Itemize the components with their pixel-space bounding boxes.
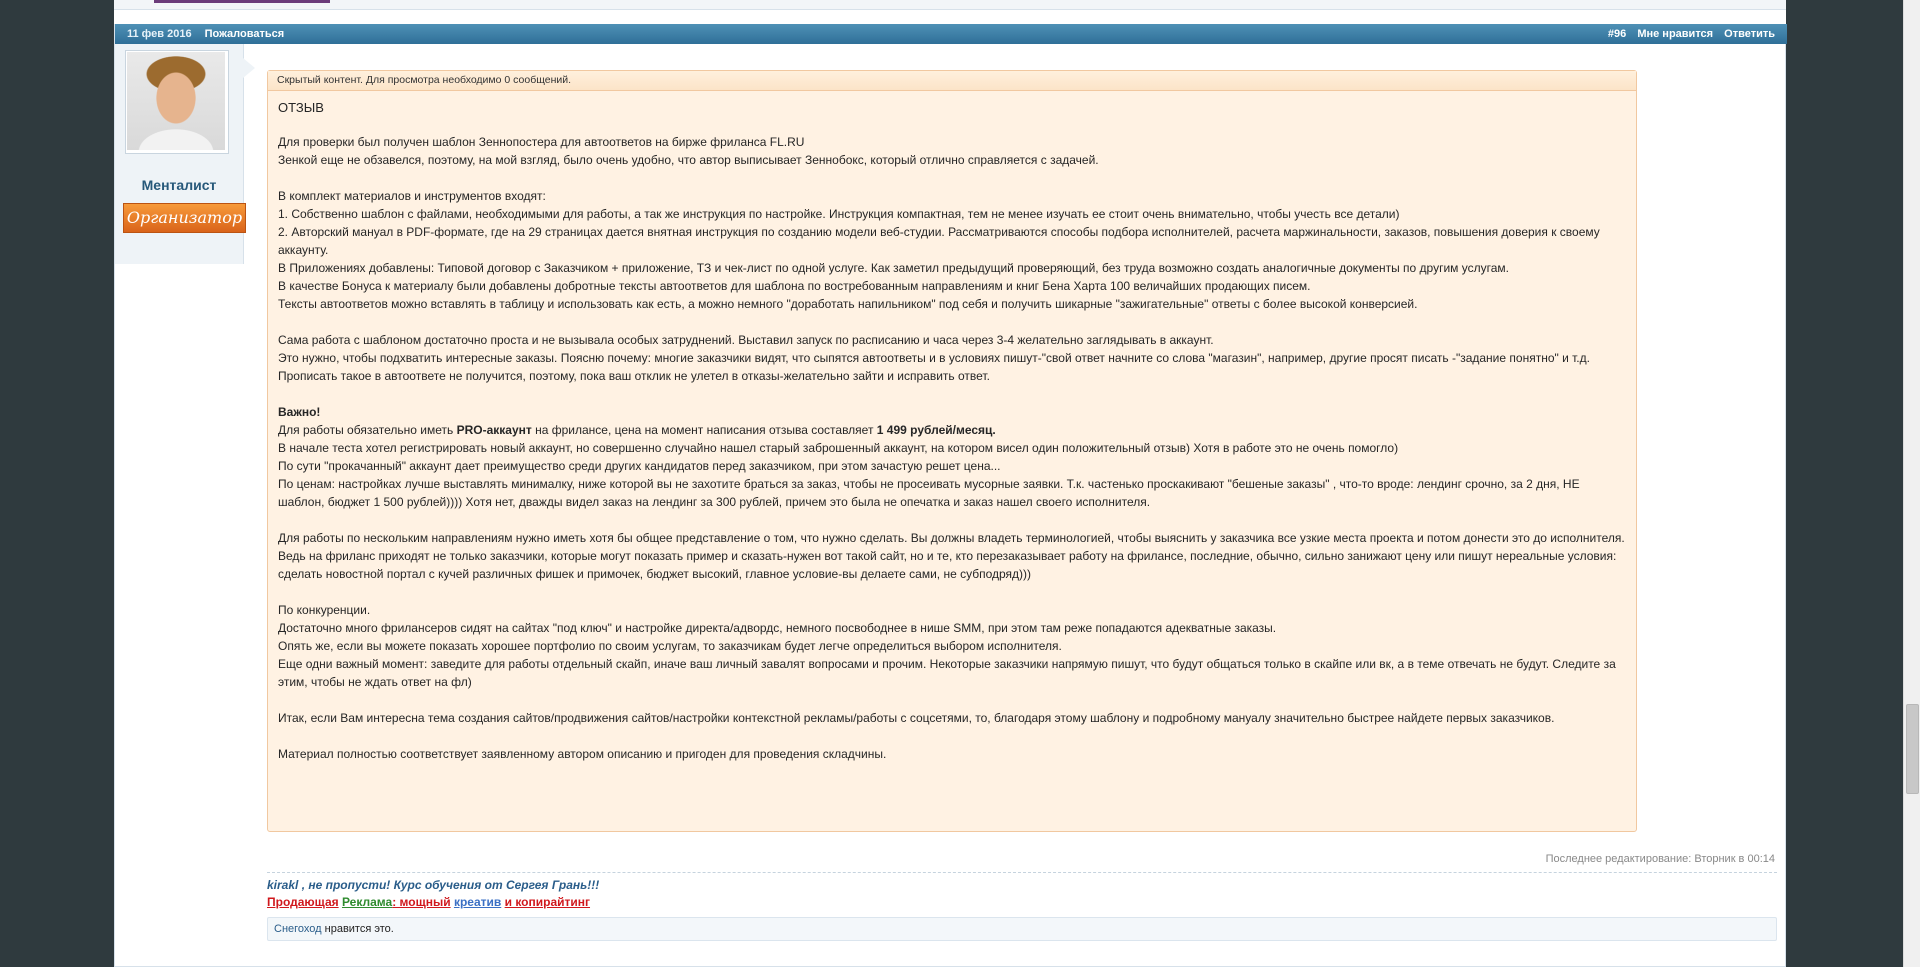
ad-part[interactable]: креатив (453, 895, 502, 909)
user-title-badge: Организатор (123, 203, 246, 233)
paragraph: В качестве Бонуса к материалу были добавлены добротные тексты автоответов для шаблона по востребованным направлениям и книг Бена Харта 100 величайших продающих писем. (278, 279, 1311, 293)
paragraph: Для работы по нескольким направлениям нужно иметь хотя бы общее представление о том, что нужно сделать. Вы должны владеть терминологией, чтобы выяснить у заказчика все узкие места проекта и потом донести это до исполнителя. Ведь на фриланс приходят не только заказчики, которые могут показать пример и сказать-нужен вот такой сайт, но и те, кто перезаказывает работу на фрилансе, последние, обычно, сильно занижают цену или пишут нереальные условия: сделать новостной портал с кучей различных фишек и примочек, бюджет высокий, главное условие-вы делаете сами, не субподряд))) (278, 531, 1625, 581)
paragraph: По ценам: настройках лучше выставлять минималку, ниже которой вы не захотите браться за заказ, чтобы не просеивать мусорные заявки. Т.к. частенько проскакивают "бешеные заказы" , что-то вроде: лендинг срочно, за 2 дня, НЕ шаблон, бюджет 1 500 рублей)))) Хотя нет, дважды видел заказ на лендинг за 300 рублей, причем это была не опечатка и заказ нашел своего исполнителя. (278, 477, 1580, 509)
paragraph: Еще одни важный момент: заведите для работы отдельный скайп, иначе ваш личный завалят вопросами и прочим. Некоторые заказчики напрямую пишут, что будут общаться только в скайпе или вк, а в теме отвечать не будут. Следите за этим, чтобы не ждать ответ на фл) (278, 657, 1616, 689)
previous-post-tail (114, 0, 1786, 10)
reply-link[interactable]: Ответить (1724, 28, 1775, 40)
paragraph: Это нужно, чтобы подхватить интересные заказы. Поясню почему: многие заказчики видят, что сыпятся автоответы и в условиях пишут-"свой ответ начните со слова "магазин", например, другие просят писать -"задание понятно" и т.д. Прописать такое в автоответе не получится, поэтому, пока ваш отклик не улетел в отказы-желательно зайти и исправить ответ. (278, 351, 1590, 383)
like-link[interactable]: Мне нравится (1637, 28, 1714, 40)
likes-summary (267, 917, 1777, 941)
paragraph: Тексты автоответов можно вставлять в таблицу и использовать как есть, а можно немного "доработать напильником" под себя и получить шикарные "зажигательные" ответы с более высокой конверсией. (278, 297, 1418, 311)
paragraph: По конкуренции. (278, 603, 371, 617)
post-date: 11 фев 2016 (127, 28, 192, 40)
forum-post (114, 24, 1786, 967)
avatar[interactable] (125, 50, 229, 154)
paragraph: Опять же, если вы можете показать хорошее портфолио по своим услугам, то заказчикам будет легче определиться выбором исполнителя. (278, 639, 1062, 653)
signature-divider (267, 872, 1777, 873)
avatar-image (127, 52, 225, 150)
paragraph: 2. Авторский мануал в PDF-формате, где на 29 страницах дается внятная инструкция по созданию модели веб-студии. Рассматриваются способы подбора исполнителей, расчета маржинальности, заказов, повышения доверия к своему аккаунту. (278, 225, 1600, 257)
message-arrow (243, 58, 255, 78)
ad-part[interactable]: : мощный (392, 895, 451, 909)
page-scrollbar[interactable] (1903, 0, 1920, 967)
paragraph: Для проверки был получен шаблон Зеннопостера для автоответов на бирже фриланса FL.RU (278, 135, 805, 149)
paragraph: По сути "прокачанный" аккаунт дает преимущество среди других кандидатов перед заказчиком, при этом зачастую решет цена... (278, 459, 1001, 473)
paragraph: Достаточно много фрилансеров сидят на сайтах "под ключ" и настройке директа/адвордс, немного посвободнее в нише SMM, при этом там реже попадаются адекватные заказы. (278, 621, 1277, 635)
previous-post-marker (154, 0, 330, 3)
page (114, 0, 1786, 967)
last-edit-note: Последнее редактирование: Вторник в 00:14 (1545, 853, 1775, 865)
scrollbar-thumb[interactable] (1906, 704, 1919, 794)
important-label: Важно! (278, 405, 321, 419)
post-header (115, 24, 1787, 44)
important-heading (278, 403, 1626, 421)
paragraph: Зенкой еще не обзавелся, поэтому, на мой взгляд, было очень удобно, что автор выписывает Зеннобокс, который отлично справляется с задачей. (278, 153, 1099, 167)
paragraph: В комплект материалов и инструментов входят: (278, 189, 546, 203)
paragraph: Итак, если Вам интересна тема создания сайтов/продвижения сайтов/настройки контекстной рекламы/работы с соцсетями, то, благодаря этому шаблону и подробному мануалу значительно быстрее найдете первых заказчиков. (278, 711, 1555, 725)
paragraph: В Приложениях добавлены: Типовой договор с Заказчиком + приложение, ТЗ и чек-лист по одной услуге. Как заметил предыдущий проверяющий, без труда возможно создать аналогичные документы по другим услугам. (278, 261, 1509, 275)
hidden-content-note: Скрытый контент. Для просмотра необходимо 0 сообщений. (268, 71, 1636, 91)
paragraph: 1. Собственно шаблон с файлами, необходимыми для работы, а так же инструкция по настройке. Инструкция компактная, тем не менее изучать ее стоит очень внимательно, чтобы учесть все детали) (278, 207, 1400, 221)
username[interactable]: Менталист (141, 177, 217, 193)
paragraph: В начале теста хотел регистрировать новый аккаунт, но совершенно случайно нашел старый заброшенный аккаунт, на котором висел один положительный отзыв) Хотя в работе это не очень помогло) (278, 441, 1399, 455)
signature-ad-link[interactable] (267, 894, 599, 911)
message-text (268, 91, 1636, 763)
report-link[interactable]: Пожаловаться (204, 28, 285, 40)
user-info (115, 44, 244, 264)
paragraph: Материал полностью соответствует заявленному автором описанию и пригоден для проведения складчины. (278, 747, 887, 761)
paragraph: Сама работа с шаблоном достаточно проста и не вызывала особых затруднений. Выставил запуск по расписанию и часа через 3-4 желательно заглядывать в аккаунт. (278, 333, 1214, 347)
ad-part[interactable]: Продающая (267, 895, 339, 909)
paragraph: Для работы обязательно иметь PRO-аккаунт на фрилансе, цена на момент написания отзыва составляет 1 499 рублей/месяц. (278, 423, 996, 437)
review-heading: ОТЗЫВ (278, 100, 324, 115)
likes-suffix: нравится это. (321, 923, 394, 935)
ad-part[interactable]: Реклама (341, 895, 393, 909)
signature (267, 877, 599, 911)
hidden-content-box (267, 70, 1637, 832)
signature-promo-link[interactable]: kirakl , не пропусти! Курс обучения от Сергея Грань!!! (267, 878, 600, 892)
post-number-link[interactable]: #96 (1607, 28, 1627, 40)
liker-name-link[interactable]: Снегоход (274, 923, 322, 935)
ad-part[interactable]: и копирайтинг (504, 895, 591, 909)
